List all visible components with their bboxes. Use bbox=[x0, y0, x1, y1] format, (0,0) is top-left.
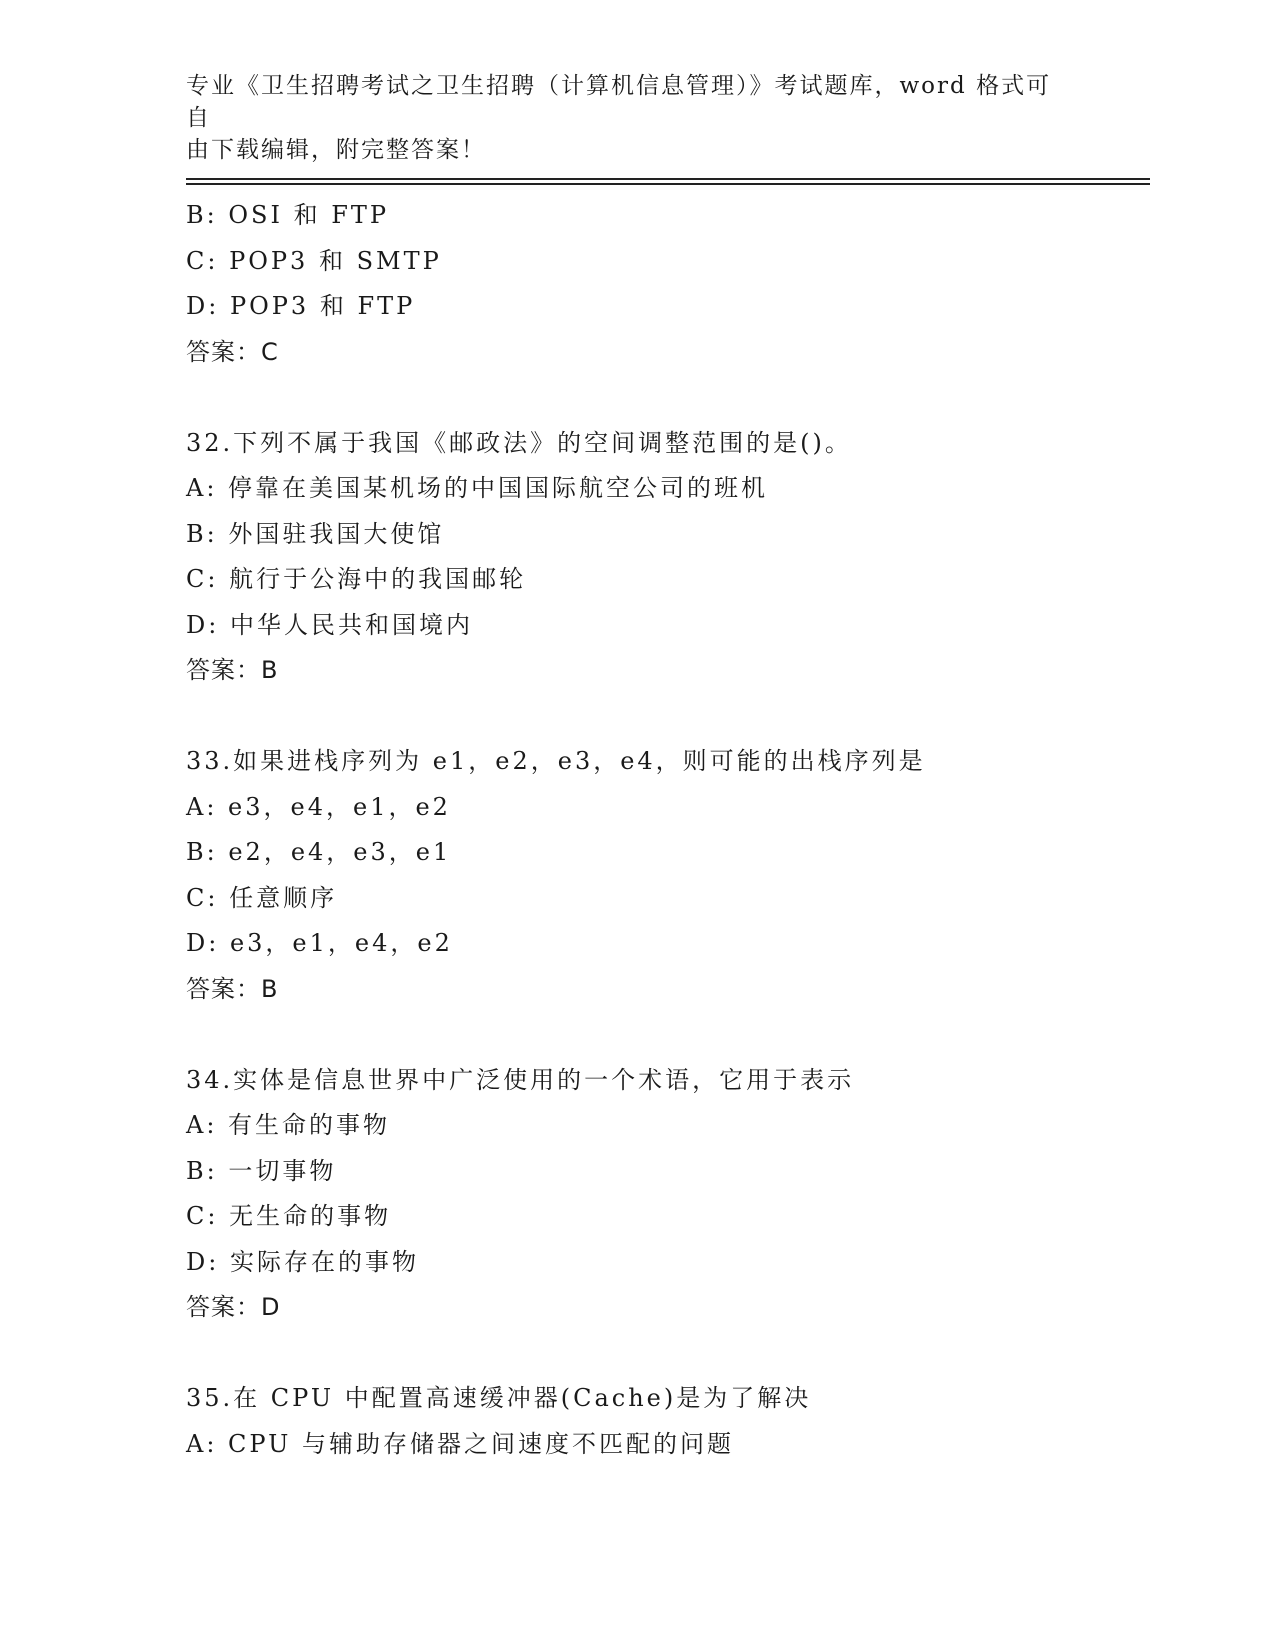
answer-line: 答案：B bbox=[186, 656, 279, 684]
option-c: C: 航行于公海中的我国邮轮 bbox=[186, 565, 527, 593]
option-d: D: e3，e1，e4，e2 bbox=[186, 929, 453, 957]
option-a: A: 停靠在美国某机场的中国国际航空公司的班机 bbox=[186, 474, 769, 502]
question-stem: 33.如果进栈序列为 e1，e2，e3，e4，则可能的出栈序列是 bbox=[186, 747, 926, 775]
question-block-33 bbox=[186, 739, 1146, 1012]
question-stem: 35.在 CPU 中配置高速缓冲器(Cache)是为了解决 bbox=[186, 1384, 812, 1412]
option-d: D: POP3 和 FTP bbox=[186, 292, 416, 320]
option-d: D: 实际存在的事物 bbox=[186, 1247, 419, 1276]
spacer bbox=[186, 1012, 1146, 1058]
header-line-1: 专业《卫生招聘考试之卫生招聘（计算机信息管理）》考试题库，word 格式可自 bbox=[186, 73, 1052, 131]
option-b: B: 外国驻我国大使馆 bbox=[186, 519, 445, 548]
question-block-35 bbox=[186, 1376, 1146, 1467]
answer-line: 答案：D bbox=[186, 1293, 281, 1321]
option-a: A: CPU 与辅助存储器之间速度不匹配的问题 bbox=[186, 1429, 734, 1458]
option-a: A: e3，e4，e1，e2 bbox=[186, 792, 451, 821]
option-a: A: 有生命的事物 bbox=[186, 1111, 391, 1139]
question-block-32 bbox=[186, 421, 1146, 694]
question-block-34 bbox=[186, 1058, 1146, 1331]
header-rule-top bbox=[186, 178, 1150, 180]
question-list bbox=[186, 193, 1146, 1467]
question-stem: 32.下列不属于我国《邮政法》的空间调整范围的是()。 bbox=[186, 428, 852, 457]
option-c: C: 任意顺序 bbox=[186, 883, 338, 912]
option-c: C: 无生命的事物 bbox=[186, 1202, 392, 1230]
answer-line: 答案：B bbox=[186, 974, 279, 1003]
answer-line: 答案：C bbox=[186, 337, 279, 366]
option-b: B: OSI 和 FTP bbox=[186, 201, 390, 229]
spacer bbox=[186, 1331, 1146, 1377]
option-d: D: 中华人民共和国境内 bbox=[186, 610, 473, 639]
question-stem: 34.实体是信息世界中广泛使用的一个术语，它用于表示 bbox=[186, 1065, 855, 1094]
document-header bbox=[186, 70, 1066, 166]
option-b: B: 一切事物 bbox=[186, 1156, 337, 1185]
option-b: B: e2，e4，e3，e1 bbox=[186, 838, 452, 866]
question-block-31 bbox=[186, 193, 1146, 375]
spacer bbox=[186, 694, 1146, 740]
option-c: C: POP3 和 SMTP bbox=[186, 246, 442, 275]
header-line-2: 由下载编辑，附完整答案！ bbox=[186, 137, 486, 163]
header-rule-bottom bbox=[186, 183, 1150, 185]
spacer bbox=[186, 375, 1146, 421]
